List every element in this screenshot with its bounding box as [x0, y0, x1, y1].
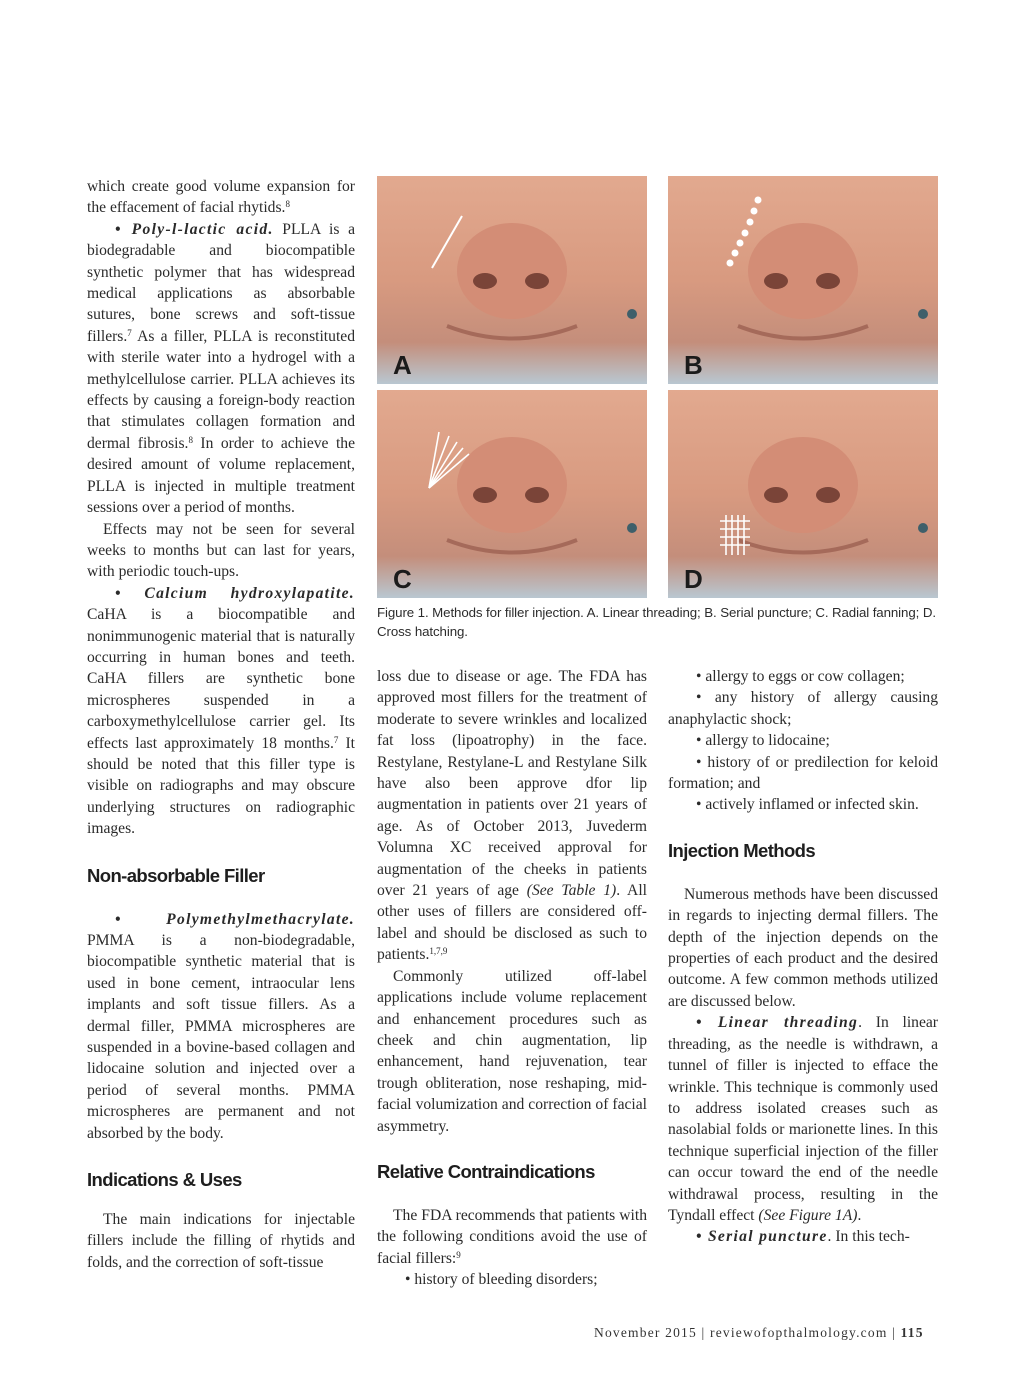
figure-panel-c [377, 390, 647, 598]
paragraph-effects: Effects may not be seen for several weeks to months but can last for years, with periodic touch-ups. [87, 520, 355, 581]
panel-label: A [393, 350, 412, 380]
heading-injection-methods: Injection Methods [668, 839, 816, 861]
heading-contraindications: Relative Contraindications [377, 1160, 595, 1182]
term-serial-puncture: • Serial puncture [696, 1228, 828, 1246]
paragraph-indications: The main indications for injectable fillers include the filling of rhytids and folds, and the correction of soft-tissue [87, 1211, 355, 1271]
panel-label: B [684, 350, 703, 380]
column-2 [377, 666, 647, 1291]
paragraph-caha: • Calcium hydroxylapatite. CaHA is a biocompatible and nonimmunogenic material that is naturally occurring in human bones and teeth. CaHA fillers are synthetic bone microspheres suspended in a carboxymethylcellulose carrier gel. Its effects last approximately 18 months.$^7$ It should be noted that this filler type is visible on radiographs and may obscure underlying structures on radiographic images. [87, 584, 355, 838]
column-1 [87, 176, 355, 1273]
list-item: • history of or predilection for keloid formation; and [668, 753, 938, 793]
list-item: • any history of allergy causing anaphylactic shock; [668, 689, 938, 728]
paragraph: Numerous methods have been discussed in regards to injecting dermal fillers. The depth of the injection depends on the properties of each product and the desired outcome. A few common methods utilized are discussed below. [668, 885, 938, 1010]
list-item: • allergy to lidocaine; [696, 732, 830, 750]
panel-label: C [393, 564, 412, 594]
page-footer [594, 1325, 924, 1341]
figure-caption: Figure 1. Methods for filler injection. A. Linear threading; B. Serial puncture; C. Radial fanning; D. Cross hatching. [377, 605, 936, 639]
list-item: • allergy to eggs or cow collagen; [696, 668, 905, 685]
paragraph: which create good volume expansion for the effacement of facial rhytids.$^8$ [87, 178, 355, 217]
term-caha: • Calcium hydroxylapatite. [115, 584, 355, 602]
heading-indications: Indications & Uses [87, 1169, 242, 1191]
column-3 [668, 666, 938, 1248]
figure-panel-b [668, 176, 938, 384]
paragraph: loss due to disease or age. The FDA has approved most fillers for the treatment of moderate to severe wrinkles and localized fat loss (lipoatrophy) in the face. Restylane, Restylane-L and Restylane Silk have also been approve dfor lip augmentation in patients over 21 years of age. As of October 2013, Juvederm Volumna XC received approval for augmentation of the cheeks in patients over 21 years of age (See Table 1). All other uses of fillers are considered off-label and should be disclosed as such to patients.$^{1,7,9}$ [377, 668, 647, 964]
heading-non-absorbable: Non-absorbable Filler [87, 864, 265, 886]
term-linear-threading: • Linear threading [696, 1014, 859, 1032]
paragraph: The FDA recommends that patients with the following conditions avoid the use of facial fillers:$^9$ [377, 1206, 647, 1267]
paragraph: Commonly utilized off-label applications include volume replacement and enhancement procedures such as cheek and chin augmentation, lip enhancement, hand rejuvenation, tear trough obliteration, nose reshaping, mid-facial volumization and correction of facial asymmetry. [377, 967, 647, 1135]
figure-panel-d [668, 390, 938, 598]
paragraph-plla: • Poly-l-lactic acid. PLLA is a biodegradable and biocompatible synthetic polymer that has widespread medical applications as absorbable sutures, bone screws and soft-tissue fillers.$^7$ As a filler, PLLA is reconstituted with sterile water into a hydrogel with a methylcellulose carrier. PLLA achieves its effects by causing a foreign-body reaction that stimulates collagen formation and dermal fibrosis.$^8$ In order to achieve the desired amount of volume replacement, PLLA is injected in multiple treatment sessions over a period of months. [87, 220, 355, 517]
term-pmma: • Polymethylmethacrylate. [115, 910, 355, 928]
paragraph-pmma: • Polymethylmethacrylate. PMMA is a non-biodegradable, biocompatible synthetic material that is used in bone cement, intraocular lens implants and soft tissue fillers. As a dermal filler, PMMA microspheres are suspended in a bovine-based collagen and lidocaine solution and injected over a period of several months. PMMA microspheres are permanent and not absorbed by the body. [87, 910, 355, 1142]
term-plla: • Poly-l-lactic acid. [115, 220, 274, 238]
see-figure-ref: (See Figure 1A) [758, 1206, 858, 1224]
see-table-ref: (See Table 1) [526, 882, 617, 900]
paragraph-serial-puncture: • Serial puncture. In this tech- [696, 1228, 910, 1246]
page-number: 115 [900, 1325, 924, 1340]
footer-text: November 2015 | reviewofopthalmology.com | [594, 1325, 901, 1340]
list-item: • history of bleeding disorders; [405, 1271, 598, 1289]
paragraph-linear-threading: • Linear threading. In linear threading, as the needle is withdrawn, a tunnel of filler is injected to efface the wrinkle. This technique is commonly used to address isolated creases such as nasolabial folds or marionette lines. In this technique superficial injection of the filler can occur toward the end of the needle withdrawal process, resulting in the Tyndall effect (See Figure 1A). [668, 1014, 938, 1224]
panel-label: D [684, 564, 703, 594]
list-item: • actively inflamed or infected skin. [696, 796, 919, 814]
figure-panel-a [377, 176, 647, 384]
